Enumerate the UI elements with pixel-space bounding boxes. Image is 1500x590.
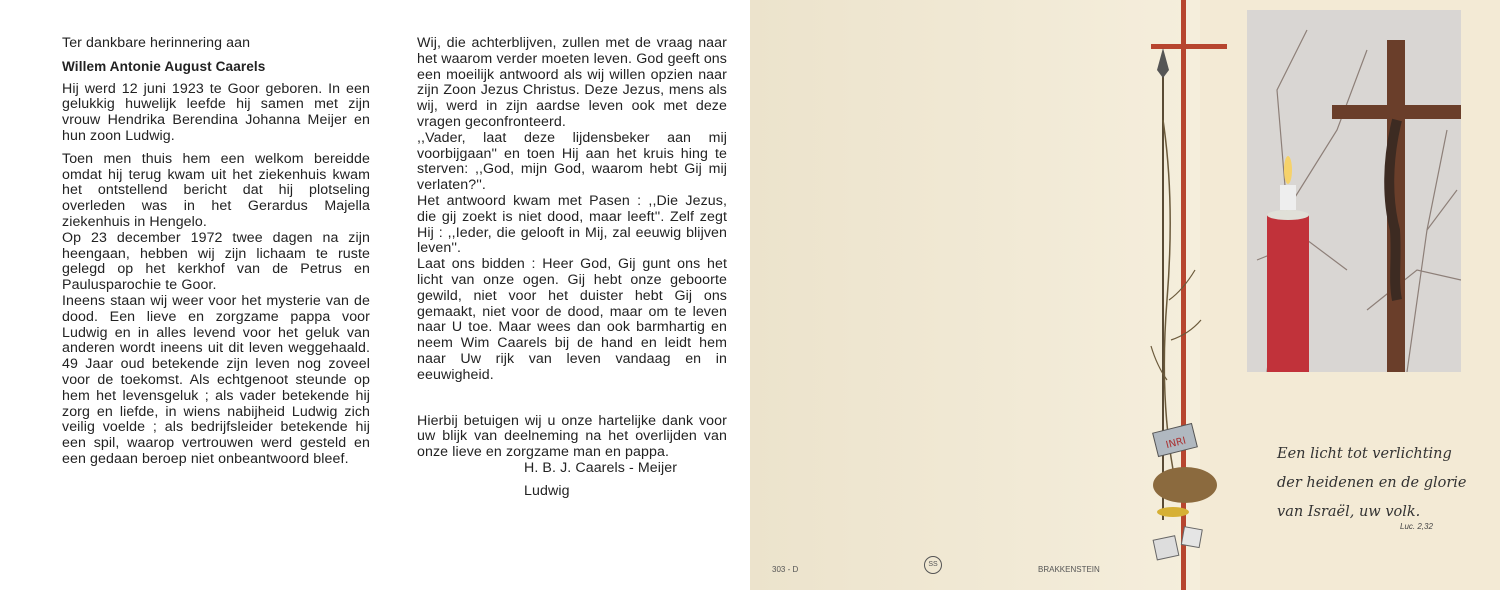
reflection-paragraph: ,,Vader, laat deze lijdensbeker aan mij voorbijgaan'' en toen Hij aan het kruis hing te sterven: ,,God, mijn God, waarom hebt Gij mij verlaten?''. [417, 129, 727, 194]
print-code: 303 - D [772, 565, 799, 574]
right-panel [750, 0, 1500, 590]
reflection-paragraph: Het antwoord kwam met Pasen : ,,Die Jezus, die gij zoekt is niet dood, maar leeft''. Zelf zegt Hij : ,,Ieder, die gelooft in Mij, zal eeuwig blijven leven''. [417, 192, 727, 257]
biography-paragraph: Op 23 december 1972 twee dagen na zijn heengaan, hebben wij zijn lichaam te ruste gelegd op het kerkhof van de Petrus en Paulusparochie te Goor. [62, 229, 370, 294]
publisher-name: BRAKKENSTEIN [1038, 565, 1100, 574]
crucifix-photo [1247, 10, 1461, 372]
card-back [750, 0, 1200, 590]
publisher-logo: SS [924, 556, 942, 574]
prayer-paragraph: Laat ons bidden : Heer God, Gij gunt ons het licht van onze ogen. Gij hebt onze geboorte gewild, niet voor het duister hebt Gij ons gemaakt, niet voor de dood, maar om te leven naar U toe. Maar wees dan ook barmhartig en neem Wim Caarels bij de hand en leidt hem naar Uw rijk van leven vandaag en in eeuwigheid. [417, 256, 727, 383]
thanks-paragraph: Hierbij betuigen wij u onze hartelijke dank voor uw blijk van deelneming na het overlijden van onze lieve en zorgzame man en pappa. [417, 412, 727, 461]
cross-and-symbols-illustration [1145, 0, 1245, 590]
biography-paragraph: Hij werd 12 juni 1923 te Goor geboren. In een gelukkig huwelijk leefde hij samen met zijn vrouw Hendrika Berendina Johanna Meijer en hun zoon Ludwig. [62, 80, 370, 144]
biography-paragraph: Ineens staan wij weer voor het mysterie van de dood. Een lieve en zorgzame pappa voor Ludwig en in alles levend voor het geluk van anderen wordt ineens uit dit leven weggehaald. 49 Jaar oud betekende zijn leven nog zoveel voor de toekomst. Als echtgenoot steunde op hem het levensgeluk ; als vader betekende hij zorg en liefde, in wiens nabijheid Ludwig zich veilig voelde ; als bedrijfsleider betekende hij een spil, waarop vertrouwen werd gesteld en een gedaan beroep niet onbeantwoord bleef. [62, 292, 370, 467]
biography-paragraph: Toen men thuis hem een welkom bereidde omdat hij terug kwam uit het ziekenhuis kwam het ontstellend bericht dat hij plotseling overleden was in het Gerardus Majella ziekenhuis in Hengelo. [62, 150, 370, 230]
reflection-paragraph: Wij, die achterblijven, zullen met de vraag naar het waarom verder moeten leven. God geeft ons een moeilijk antwoord als wij willen opzien naar zijn Zoon Jezus Christus. Deze Jezus, mens als wij, werd in zijn aardse leven ook met deze vragen geconfronteerd. [417, 35, 727, 130]
verse-text [1277, 440, 1477, 527]
middle-panel [375, 0, 750, 590]
verse-line: der heidenen en de glorie [1277, 475, 1467, 491]
signature-line: Ludwig [524, 482, 570, 499]
verse-line: Een licht tot verlichting [1277, 446, 1452, 462]
signature-line: H. B. J. Caarels - Meijer [524, 459, 678, 476]
inri-sign: INRI [1164, 435, 1188, 452]
left-panel [0, 0, 375, 590]
verse-line: van Israël, uw volk. [1277, 504, 1421, 520]
dedication-heading: Ter dankbare herinnering aan [62, 35, 251, 51]
verse-reference: Luc. 2,32 [1400, 522, 1433, 531]
deceased-name: Willem Antonie August Caarels [62, 58, 266, 74]
left-text-column [62, 36, 370, 468]
middle-text-column [417, 36, 727, 507]
